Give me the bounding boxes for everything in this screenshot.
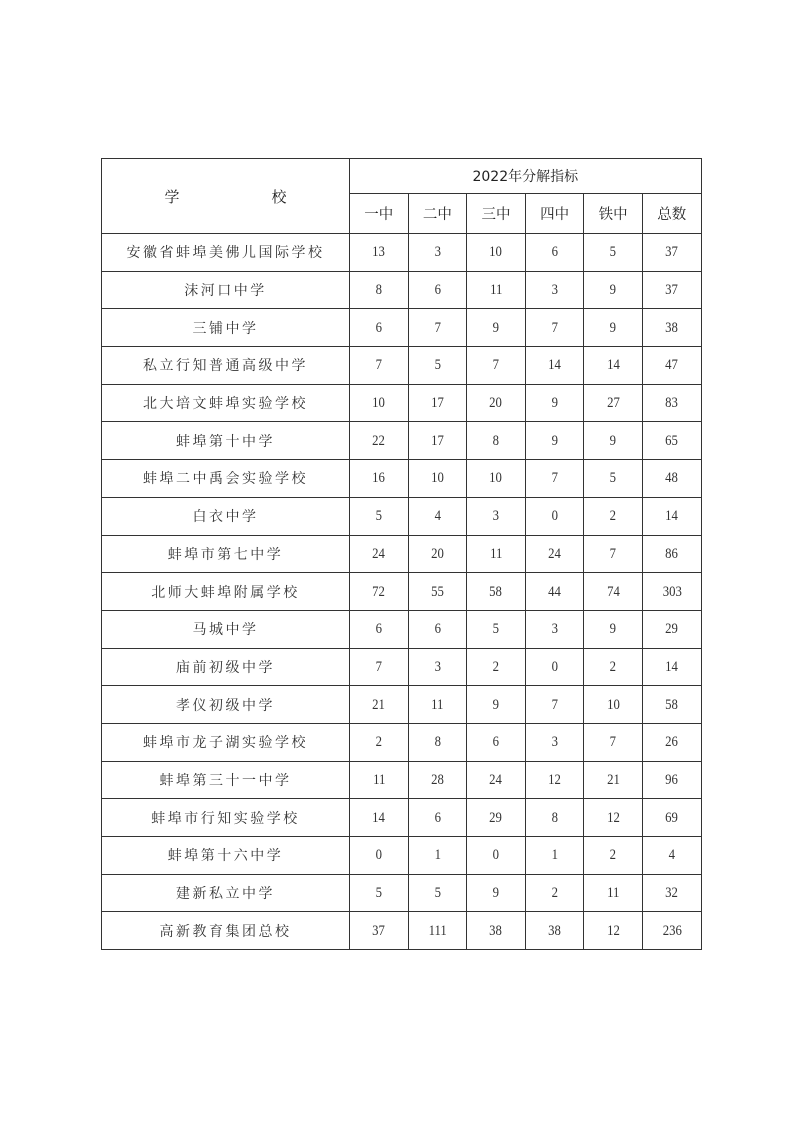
quota-value: 10	[431, 470, 444, 487]
quota-value: 48	[665, 470, 679, 487]
quota-value: 16	[372, 470, 386, 487]
quota-value-cell	[408, 573, 467, 611]
quota-value-cell	[642, 497, 701, 535]
school-name-cell: 蚌埠二中禹会实验学校	[102, 460, 350, 498]
quota-value-cell	[584, 799, 643, 837]
quota-value: 69	[665, 809, 679, 826]
school-header-left: 学	[164, 187, 180, 206]
table-row	[102, 723, 702, 761]
quota-value: 9	[492, 319, 500, 336]
school-name-cell: 三铺中学	[102, 309, 350, 347]
quota-value: 5	[609, 470, 617, 487]
quota-value-cell	[642, 874, 701, 912]
quota-value-cell	[584, 535, 643, 573]
quota-value-cell	[525, 723, 584, 761]
year-quota-header: 2022年分解指标	[350, 159, 702, 194]
quota-value-cell	[467, 686, 526, 724]
school-name-cell: 建新私立中学	[102, 874, 350, 912]
quota-value-cell	[642, 384, 701, 422]
quota-value: 2	[609, 658, 617, 675]
quota-value: 303	[662, 583, 682, 600]
quota-value: 2	[609, 508, 617, 525]
quota-value: 5	[434, 885, 441, 902]
table-row	[102, 573, 702, 611]
quota-value: 13	[372, 244, 386, 261]
quota-value-cell	[642, 309, 701, 347]
quota-value: 96	[665, 771, 679, 788]
quota-value: 4	[434, 508, 441, 525]
quota-value: 17	[431, 395, 444, 412]
quota-value: 9	[551, 432, 558, 449]
quota-value: 7	[375, 658, 382, 675]
quota-value-cell	[525, 234, 584, 272]
column-header: 二中	[408, 194, 467, 234]
quota-value: 8	[434, 734, 441, 751]
quota-value: 3	[551, 734, 558, 751]
table-row	[102, 686, 702, 724]
quota-value: 0	[375, 847, 382, 864]
quota-value-cell	[584, 384, 643, 422]
quota-value-cell	[584, 460, 643, 498]
quota-value: 6	[434, 809, 441, 826]
quota-value-cell	[467, 234, 526, 272]
school-name-cell: 北大培文蚌埠实验学校	[102, 384, 350, 422]
quota-value: 74	[606, 583, 620, 600]
quota-value-cell	[525, 422, 584, 460]
school-name-cell: 孝仪初级中学	[102, 686, 350, 724]
quota-value-cell	[584, 874, 643, 912]
quota-value: 11	[489, 545, 503, 562]
quota-value-cell	[467, 799, 526, 837]
quota-value-cell	[584, 271, 643, 309]
quota-value: 7	[551, 470, 558, 487]
quota-value-cell	[642, 648, 701, 686]
quota-value-cell	[525, 686, 584, 724]
quota-value: 7	[434, 319, 441, 336]
quota-value-cell	[467, 874, 526, 912]
quota-value-cell	[642, 761, 701, 799]
school-header-right: 校	[271, 187, 287, 206]
quota-value: 2	[492, 658, 500, 675]
quota-value-cell	[525, 648, 584, 686]
quota-value: 32	[665, 885, 679, 902]
quota-value-cell	[350, 422, 409, 460]
quota-value: 3	[434, 658, 441, 675]
quota-value-cell	[525, 874, 584, 912]
quota-value-cell	[642, 271, 701, 309]
quota-value: 6	[551, 244, 558, 261]
quota-value-cell	[584, 497, 643, 535]
quota-value: 3	[551, 282, 558, 299]
quota-value-cell	[408, 535, 467, 573]
school-column-header	[102, 159, 350, 234]
quota-value-cell	[408, 384, 467, 422]
quota-value: 3	[492, 508, 500, 525]
quota-value-cell	[584, 309, 643, 347]
table-row	[102, 535, 702, 573]
quota-value: 24	[489, 771, 503, 788]
quota-value: 12	[606, 809, 620, 826]
school-name-cell: 私立行知普通高级中学	[102, 347, 350, 385]
quota-value-cell	[642, 535, 701, 573]
quota-value-cell	[350, 309, 409, 347]
quota-value: 2	[551, 885, 558, 902]
quota-value: 58	[489, 583, 503, 600]
quota-value-cell	[525, 497, 584, 535]
quota-value: 11	[372, 771, 385, 788]
quota-value: 0	[492, 847, 500, 864]
school-name-cell: 蚌埠第三十一中学	[102, 761, 350, 799]
quota-value-cell	[467, 384, 526, 422]
quota-value-cell	[525, 573, 584, 611]
quota-value-cell	[350, 799, 409, 837]
quota-value: 7	[609, 545, 617, 562]
school-name-cell: 蚌埠市龙子湖实验学校	[102, 723, 350, 761]
quota-value: 22	[372, 432, 386, 449]
quota-value-cell	[584, 723, 643, 761]
quota-value: 47	[665, 357, 679, 374]
table-row	[102, 874, 702, 912]
quota-value: 8	[551, 809, 558, 826]
quota-value: 6	[375, 621, 382, 638]
table-row	[102, 837, 702, 875]
quota-value-cell	[642, 799, 701, 837]
quota-value-cell	[350, 497, 409, 535]
table-row	[102, 384, 702, 422]
quota-value-cell	[350, 874, 409, 912]
quota-value: 20	[489, 395, 503, 412]
quota-value-cell	[467, 309, 526, 347]
quota-value-cell	[467, 535, 526, 573]
quota-value: 9	[609, 432, 617, 449]
quota-value: 5	[375, 508, 382, 525]
quota-value-cell	[467, 610, 526, 648]
table-row	[102, 234, 702, 272]
school-name-cell: 北师大蚌埠附属学校	[102, 573, 350, 611]
quota-value-cell	[408, 723, 467, 761]
table-row	[102, 610, 702, 648]
quota-value-cell	[525, 799, 584, 837]
quota-value-cell	[408, 761, 467, 799]
quota-value-cell	[408, 912, 467, 950]
quota-value-cell	[525, 460, 584, 498]
table-row	[102, 309, 702, 347]
quota-value-cell	[642, 573, 701, 611]
quota-value-cell	[467, 460, 526, 498]
school-name-cell: 高新教育集团总校	[102, 912, 350, 950]
quota-value: 9	[551, 395, 558, 412]
quota-value: 21	[606, 771, 620, 788]
quota-value-cell	[350, 912, 409, 950]
table-row	[102, 422, 702, 460]
column-header: 一中	[350, 194, 409, 234]
quota-value-cell	[525, 912, 584, 950]
table-row	[102, 799, 702, 837]
quota-value-cell	[350, 723, 409, 761]
school-name-cell: 庙前初级中学	[102, 648, 350, 686]
quota-value: 3	[434, 244, 441, 261]
quota-value: 11	[607, 885, 620, 902]
quota-value: 86	[665, 545, 679, 562]
quota-value-cell	[408, 497, 467, 535]
quota-value: 83	[665, 395, 679, 412]
quota-value-cell	[467, 648, 526, 686]
school-name-cell: 白衣中学	[102, 497, 350, 535]
quota-value-cell	[408, 874, 467, 912]
quota-value: 10	[606, 696, 620, 713]
quota-value-cell	[408, 271, 467, 309]
quota-value: 7	[551, 319, 558, 336]
header-row-year	[102, 159, 702, 194]
column-header: 四中	[525, 194, 584, 234]
quota-value: 17	[431, 432, 444, 449]
quota-value: 29	[665, 621, 679, 638]
quota-value: 6	[434, 621, 441, 638]
quota-value-cell	[350, 234, 409, 272]
quota-value: 20	[431, 545, 444, 562]
quota-value-cell	[350, 384, 409, 422]
quota-value: 2	[609, 847, 617, 864]
quota-table	[101, 158, 702, 950]
quota-value-cell	[525, 837, 584, 875]
quota-value-cell	[408, 234, 467, 272]
table-row	[102, 460, 702, 498]
quota-value: 12	[606, 922, 620, 939]
quota-value-cell	[642, 347, 701, 385]
table-row	[102, 761, 702, 799]
quota-value-cell	[642, 460, 701, 498]
quota-value-cell	[408, 686, 467, 724]
quota-value-cell	[350, 837, 409, 875]
quota-value: 44	[548, 583, 561, 600]
quota-value: 14	[372, 809, 386, 826]
quota-value: 8	[375, 282, 382, 299]
quota-value: 6	[375, 319, 382, 336]
quota-value-cell	[525, 535, 584, 573]
quota-value: 8	[492, 432, 500, 449]
quota-value: 24	[548, 545, 561, 562]
quota-value: 72	[372, 583, 386, 600]
quota-value-cell	[350, 347, 409, 385]
quota-value-cell	[584, 422, 643, 460]
quota-value-cell	[525, 271, 584, 309]
quota-value-cell	[584, 610, 643, 648]
quota-value-cell	[642, 837, 701, 875]
quota-value: 5	[492, 621, 500, 638]
quota-value: 7	[609, 734, 617, 751]
quota-value-cell	[642, 912, 701, 950]
table-row	[102, 271, 702, 309]
quota-value: 5	[609, 244, 617, 261]
quota-value-cell	[408, 422, 467, 460]
quota-value: 21	[372, 696, 386, 713]
quota-value: 24	[372, 545, 386, 562]
quota-value: 14	[665, 658, 679, 675]
quota-value: 58	[665, 696, 679, 713]
quota-value-cell	[584, 648, 643, 686]
quota-value: 10	[489, 244, 503, 261]
column-header: 铁中	[584, 194, 643, 234]
column-header: 三中	[467, 194, 526, 234]
quota-value-cell	[467, 271, 526, 309]
quota-value: 5	[434, 357, 441, 374]
quota-value: 7	[551, 696, 558, 713]
quota-value: 6	[434, 282, 441, 299]
school-name-cell: 马城中学	[102, 610, 350, 648]
quota-value: 236	[662, 922, 682, 939]
quota-value-cell	[467, 837, 526, 875]
quota-value-cell	[467, 723, 526, 761]
quota-value-cell	[642, 422, 701, 460]
quota-value: 55	[431, 583, 444, 600]
quota-value-cell	[467, 497, 526, 535]
school-name-cell: 蚌埠市行知实验学校	[102, 799, 350, 837]
quota-value: 14	[548, 357, 561, 374]
quota-value-cell	[350, 610, 409, 648]
quota-value-cell	[350, 460, 409, 498]
quota-value: 9	[492, 696, 500, 713]
quota-value-cell	[584, 686, 643, 724]
table-row	[102, 912, 702, 950]
quota-value: 37	[372, 922, 386, 939]
quota-value-cell	[467, 573, 526, 611]
quota-value-cell	[642, 234, 701, 272]
quota-value-cell	[525, 610, 584, 648]
quota-value: 5	[375, 885, 382, 902]
quota-value-cell	[525, 761, 584, 799]
table-body	[102, 234, 702, 950]
quota-value: 9	[609, 319, 617, 336]
school-name-cell: 安徽省蚌埠美佛儿国际学校	[102, 234, 350, 272]
quota-value: 29	[489, 809, 503, 826]
quota-value: 14	[665, 508, 679, 525]
quota-value: 11	[489, 282, 503, 299]
quota-value: 28	[431, 771, 444, 788]
quota-value: 0	[551, 508, 558, 525]
quota-value: 38	[665, 319, 679, 336]
quota-value-cell	[584, 234, 643, 272]
quota-value-cell	[584, 573, 643, 611]
quota-value: 38	[489, 922, 503, 939]
quota-value-cell	[525, 309, 584, 347]
quota-value-cell	[408, 837, 467, 875]
table-row	[102, 497, 702, 535]
quota-value-cell	[642, 610, 701, 648]
quota-value-cell	[350, 535, 409, 573]
quota-value-cell	[408, 460, 467, 498]
quota-value: 9	[609, 282, 617, 299]
quota-value-cell	[408, 799, 467, 837]
quota-value-cell	[584, 912, 643, 950]
school-name-cell: 蚌埠市第七中学	[102, 535, 350, 573]
quota-value-cell	[350, 761, 409, 799]
quota-value-cell	[408, 309, 467, 347]
quota-value: 6	[492, 734, 500, 751]
quota-value: 12	[548, 771, 561, 788]
school-name-cell: 蚌埠第十中学	[102, 422, 350, 460]
quota-value-cell	[584, 837, 643, 875]
table-row	[102, 347, 702, 385]
school-name-cell: 沫河口中学	[102, 271, 350, 309]
quota-value-cell	[467, 347, 526, 385]
quota-value: 38	[548, 922, 561, 939]
quota-value-cell	[525, 384, 584, 422]
quota-value: 1	[434, 847, 441, 864]
quota-value-cell	[584, 761, 643, 799]
quota-value: 9	[492, 885, 500, 902]
quota-value-cell	[408, 347, 467, 385]
quota-value-cell	[525, 347, 584, 385]
quota-value-cell	[642, 686, 701, 724]
quota-value: 4	[668, 847, 675, 864]
quota-value-cell	[350, 573, 409, 611]
quota-value: 37	[665, 244, 679, 261]
quota-value-cell	[408, 648, 467, 686]
quota-value: 111	[428, 922, 447, 939]
quota-value: 9	[609, 621, 617, 638]
quota-value: 10	[372, 395, 386, 412]
quota-value-cell	[467, 912, 526, 950]
school-name-cell: 蚌埠第十六中学	[102, 837, 350, 875]
quota-value: 2	[375, 734, 382, 751]
quota-value-cell	[350, 648, 409, 686]
quota-value-cell	[642, 723, 701, 761]
quota-value: 27	[606, 395, 620, 412]
quota-value: 7	[375, 357, 382, 374]
quota-value: 65	[665, 432, 679, 449]
quota-value: 7	[492, 357, 500, 374]
column-header: 总数	[642, 194, 701, 234]
quota-value: 14	[606, 357, 620, 374]
quota-value: 11	[431, 696, 444, 713]
table-row	[102, 648, 702, 686]
quota-value: 1	[551, 847, 558, 864]
quota-value: 37	[665, 282, 679, 299]
quota-value-cell	[408, 610, 467, 648]
quota-value-cell	[350, 271, 409, 309]
quota-value: 10	[489, 470, 503, 487]
quota-value-cell	[467, 761, 526, 799]
quota-value-cell	[467, 422, 526, 460]
quota-value: 0	[551, 658, 558, 675]
quota-value-cell	[350, 686, 409, 724]
quota-value: 3	[551, 621, 558, 638]
quota-value: 26	[665, 734, 679, 751]
quota-value-cell	[584, 347, 643, 385]
